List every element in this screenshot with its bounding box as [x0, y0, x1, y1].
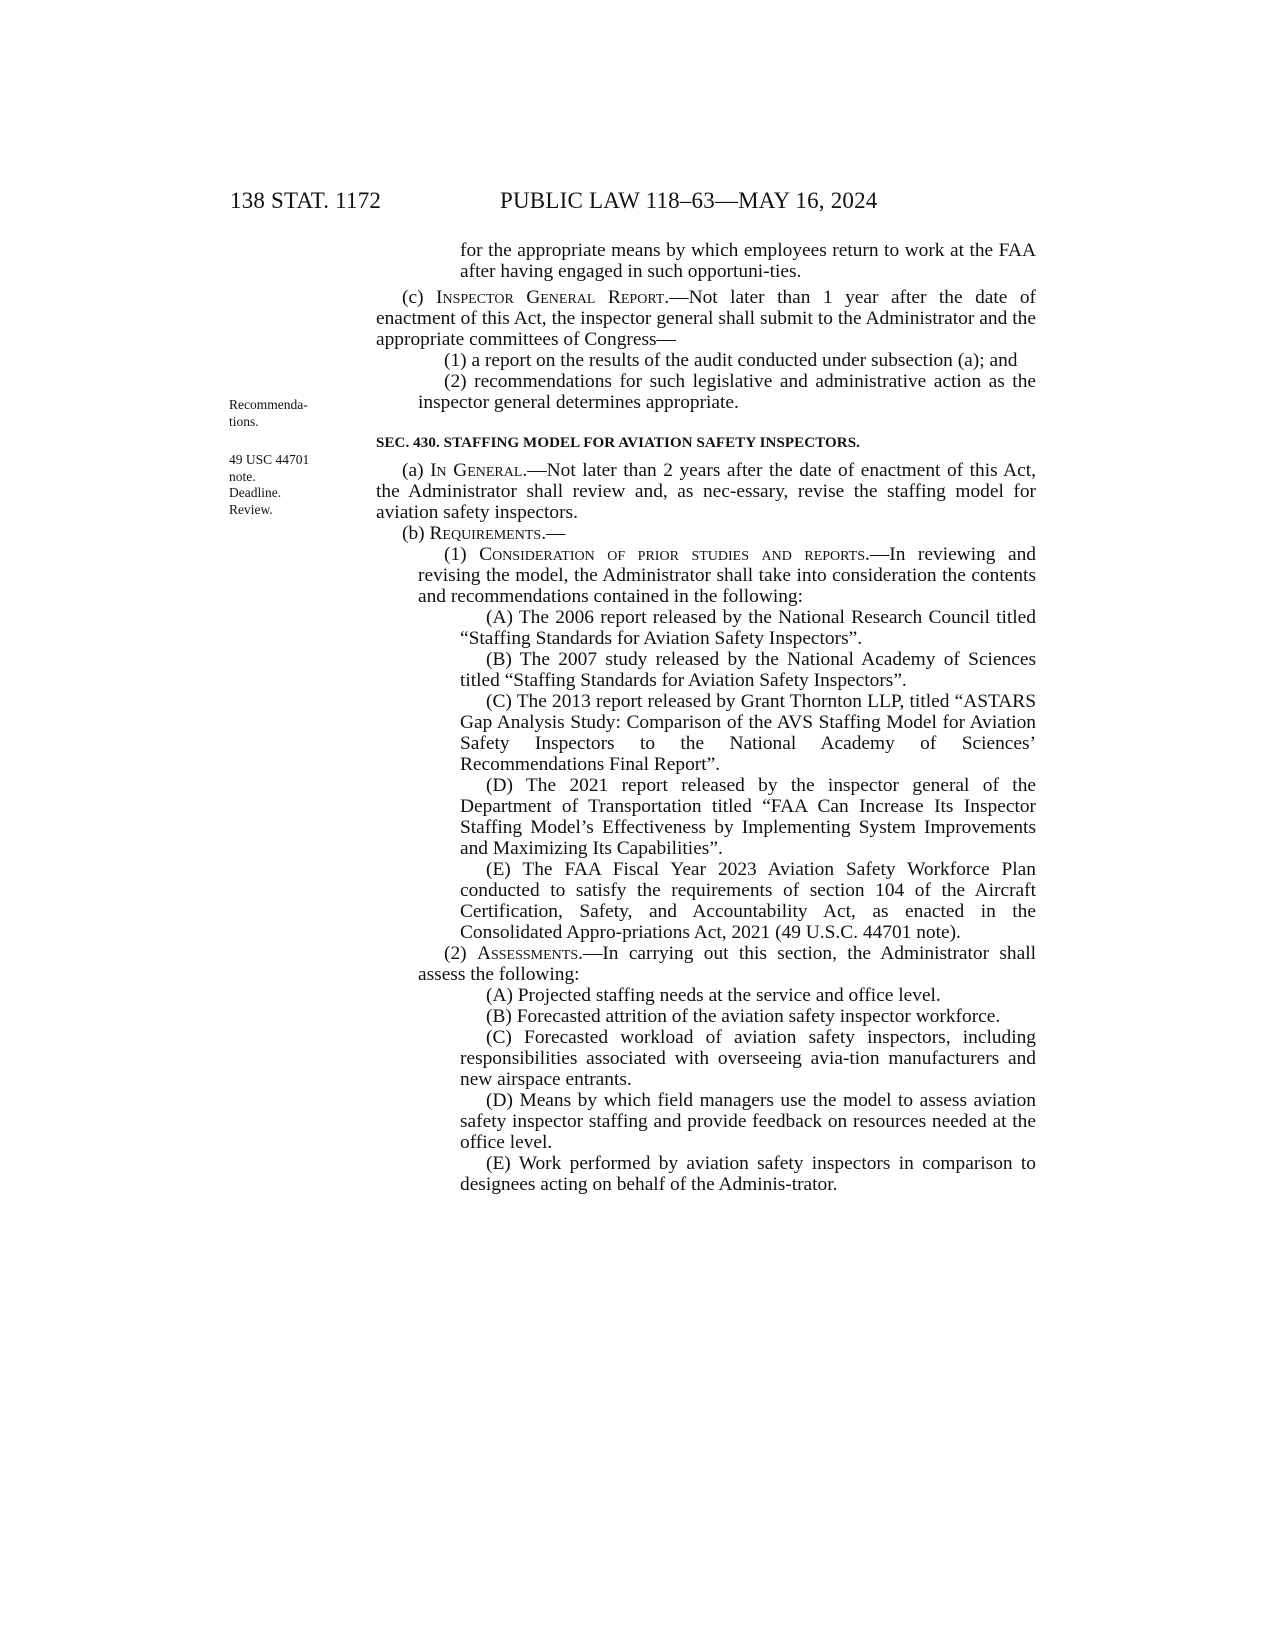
subsection-c-1: (1) a report on the results of the audit conducted under subsection (a); and	[444, 350, 1018, 371]
statute-reference: 138 STAT. 1172	[230, 188, 382, 213]
document-body	[376, 240, 1036, 1195]
item-b-2-a: (A) Projected staffing needs at the service and office level.	[486, 985, 941, 1006]
subsection-a: (a) In General.—Not later than 2 years after the date of enactment of this Act, the Administrator shall review and, as nec-essary, revise the staffing model for aviation safety inspectors.	[376, 460, 1037, 523]
item-b-1-d: (D) The 2021 report released by the inspector general of the Department of Transportation titled “FAA Can Increase Its Inspector Staffing Model’s Effectiveness by Implementing System Improvements and Maximizing Its Capabilities”.	[460, 775, 1036, 859]
subsection-c-2: (2) recommendations for such legislative and administrative action as the inspector general determines appropriate.	[418, 371, 1036, 413]
running-head: PUBLIC LAW 118–63—MAY 16, 2024	[500, 188, 878, 213]
margin-note-citation: 49 USC 44701 note. Deadline. Review.	[229, 452, 310, 517]
item-b-1-a: (A) The 2006 report released by the National Research Council titled “Staffing Standards for Aviation Safety Inspectors”.	[460, 607, 1036, 649]
section-heading: SEC. 430. STAFFING MODEL FOR AVIATION SAFETY INSPECTORS.	[376, 435, 861, 451]
item-b-2-e: (E) Work performed by aviation safety inspectors in comparison to designees acting on behalf of the Adminis-trator.	[460, 1153, 1036, 1195]
subsection-b: (b) Requirements.—	[402, 523, 566, 544]
paragraph-b-2: (2) Assessments.—In carrying out this section, the Administrator shall assess the following:	[418, 943, 1036, 985]
item-b-2-b: (B) Forecasted attrition of the aviation safety inspector workforce.	[486, 1006, 1001, 1027]
paragraph-b-1: (1) Consideration of prior studies and reports.—In reviewing and revising the model, the Administrator shall take into consideration the contents and recommendations contained in the following:	[418, 544, 1036, 607]
page-header	[0, 188, 1275, 228]
item-b-1-e: (E) The FAA Fiscal Year 2023 Aviation Safety Workforce Plan conducted to satisfy the requirements of section 104 of the Aircraft Certification, Safety, and Accountability Act, as enacted in the Consolidated Appro-priations Act, 2021 (49 U.S.C. 44701 note).	[460, 859, 1036, 943]
item-b-1-c: (C) The 2013 report released by Grant Thornton LLP, titled “ASTARS Gap Analysis Study: Comparison of the AVS Staffing Model for Aviation Safety Inspectors to the National Academy of Sciences’ Recommendations Final Report”.	[460, 691, 1036, 775]
item-b-2-d: (D) Means by which field managers use the model to assess aviation safety inspector staffing and provide feedback on resources needed at the office level.	[460, 1090, 1036, 1153]
margin-note-recommendations: Recommenda- tions.	[229, 397, 308, 429]
item-b-2-c: (C) Forecasted workload of aviation safety inspectors, including responsibilities associated with overseeing avia-tion manufacturers and new airspace entrants.	[460, 1027, 1036, 1090]
subsection-c: (c) Inspector General Report.—Not later than 1 year after the date of enactment of this Act, the inspector general shall submit to the Administrator and the appropriate committees of Congress—	[376, 287, 1037, 350]
item-b-1-b: (B) The 2007 study released by the National Academy of Sciences titled “Staffing Standards for Aviation Safety Inspectors”.	[460, 649, 1036, 691]
continued-paragraph: for the appropriate means by which employees return to work at the FAA after having engaged in such opportuni-ties.	[460, 240, 1036, 282]
